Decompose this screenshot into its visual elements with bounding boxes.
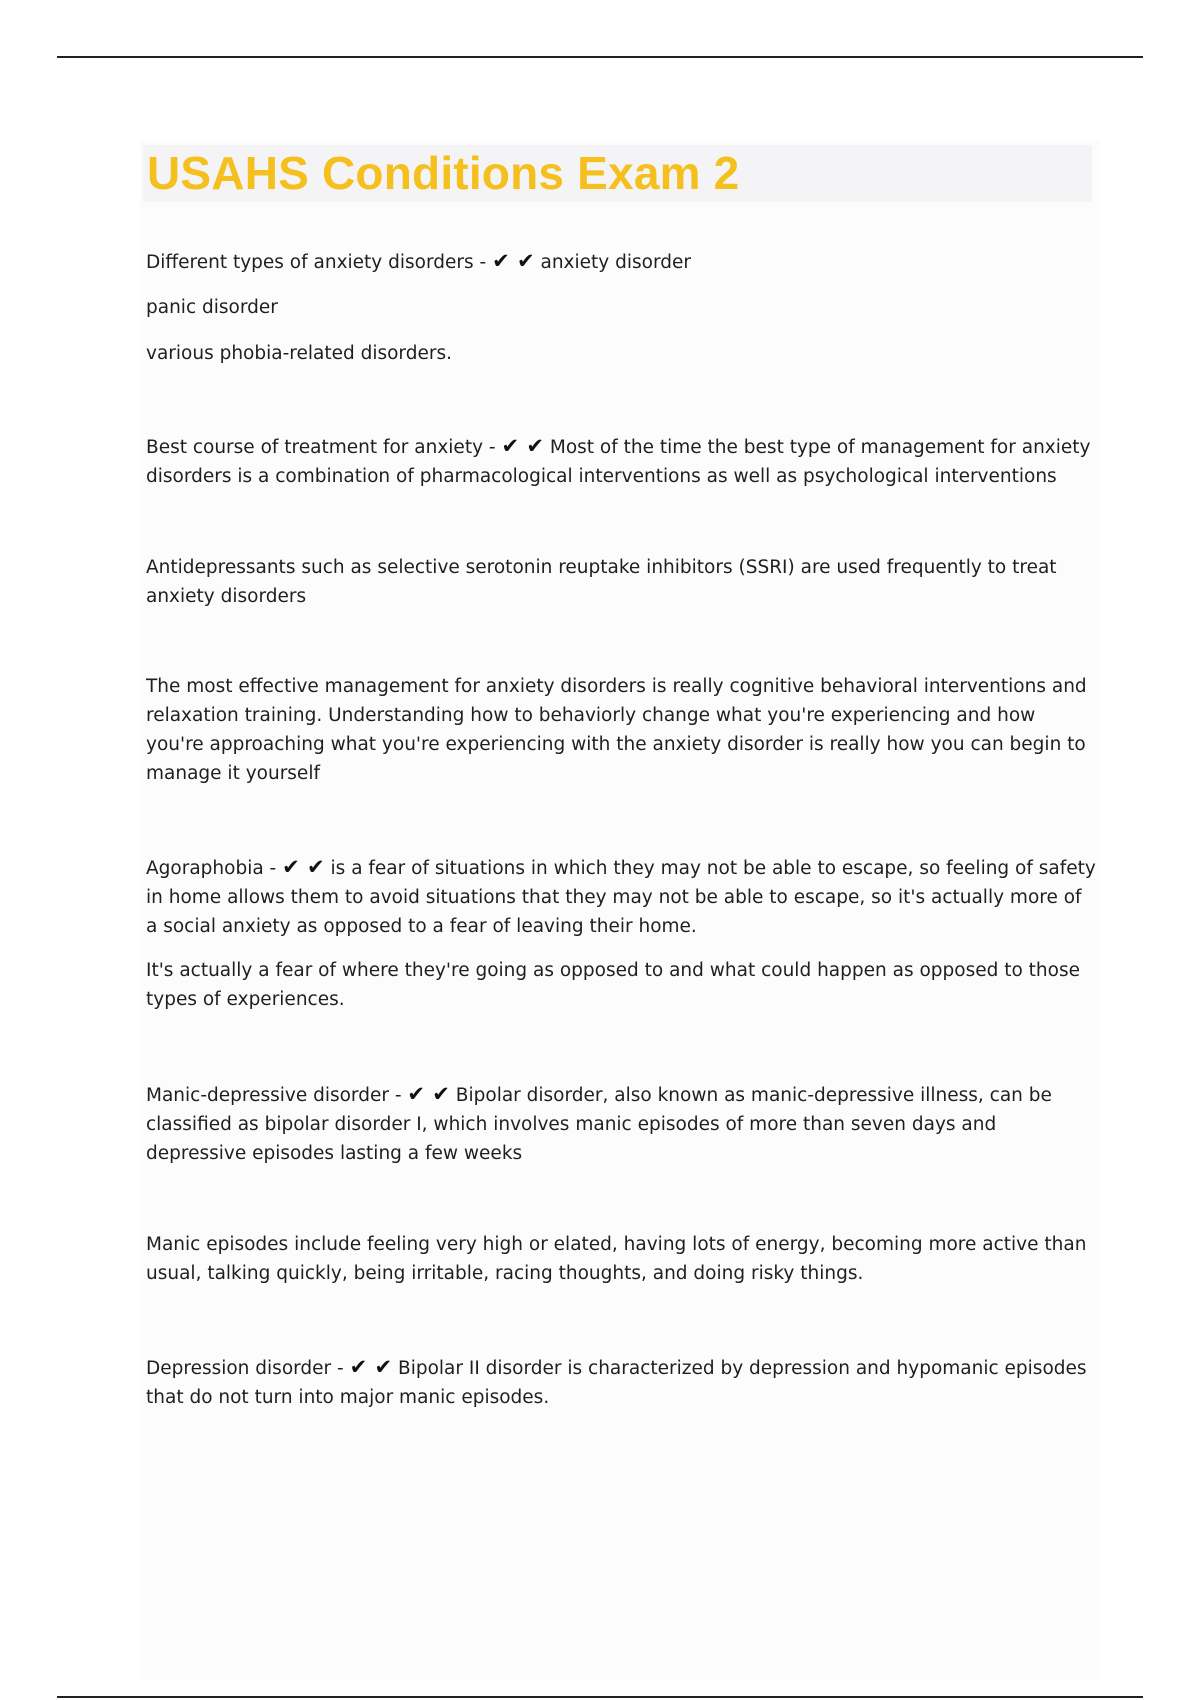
entry-answer: is a fear of situations in which they may not be able to escape, so feeling of safety in home allows them to avoid situations that they may not be able to escape, so it's actually more of a social anxiety as opposed to a fear of leaving their home. xyxy=(146,858,1096,937)
entry-answer: Bipolar II disorder is characterized by depression and hypomanic episodes that do not turn into major manic episodes. xyxy=(146,1358,1087,1408)
entry-depression xyxy=(146,1353,1096,1412)
entry-extra-paragraph: It's actually a fear of where they're going as opposed to and what could happen as opposed to those types of experiences. xyxy=(146,960,1080,1010)
entry-answer: Bipolar disorder, also known as manic-depressive illness, can be classified as bipolar disorder I, which involves manic episodes of more than seven days and depressive episodes lasting a few weeks xyxy=(146,1085,1052,1164)
entry-extra-paragraph: Manic episodes include feeling very high or elated, having lots of energy, becoming more active than usual, talking quickly, being irritable, racing thoughts, and doing risky things. xyxy=(146,1234,1087,1284)
page-title: USAHS Conditions Exam 2 xyxy=(147,147,740,199)
check-marks-icon: ✔ ✔ xyxy=(501,434,544,458)
entry-agoraphobia xyxy=(146,853,1096,941)
entry-manic-depressive xyxy=(146,1080,1096,1168)
entry-anxiety-treatment xyxy=(146,432,1096,491)
header-rule xyxy=(57,56,1143,58)
entry-term: Manic-depressive disorder - xyxy=(146,1085,402,1106)
check-marks-icon: ✔ ✔ xyxy=(349,1355,393,1379)
entry-term: Different types of anxiety disorders - xyxy=(146,252,487,273)
check-marks-icon: ✔ ✔ xyxy=(492,249,535,273)
footer-rule xyxy=(57,1696,1143,1698)
entry-answer: anxiety disorder xyxy=(540,252,691,273)
entry-extra-line: panic disorder xyxy=(146,297,278,318)
entry-answer: Most of the time the best type of management for anxiety disorders is a combination of pharmacological interventions as well as psychological interventions xyxy=(146,437,1091,487)
check-marks-icon: ✔ ✔ xyxy=(407,1082,450,1106)
entry-anxiety-types xyxy=(146,247,1096,277)
entry-extra-line: various phobia-related disorders. xyxy=(146,343,452,364)
entry-extra-paragraph: Antidepressants such as selective serotonin reuptake inhibitors (SSRI) are used frequently to treat anxiety disorders xyxy=(146,557,1057,607)
entry-term: Agoraphobia - xyxy=(146,858,277,879)
entry-extra-paragraph: The most effective management for anxiety disorders is really cognitive behavioral interventions and relaxation training. Understanding how to behaviorly change what you're experiencing and how you're approaching what you're experiencing with the anxiety disorder is really how you can begin to manage it yourself xyxy=(146,676,1087,784)
check-marks-icon: ✔ ✔ xyxy=(282,855,325,879)
entry-term: Depression disorder - xyxy=(146,1358,344,1379)
entry-term: Best course of treatment for anxiety - xyxy=(146,437,496,458)
